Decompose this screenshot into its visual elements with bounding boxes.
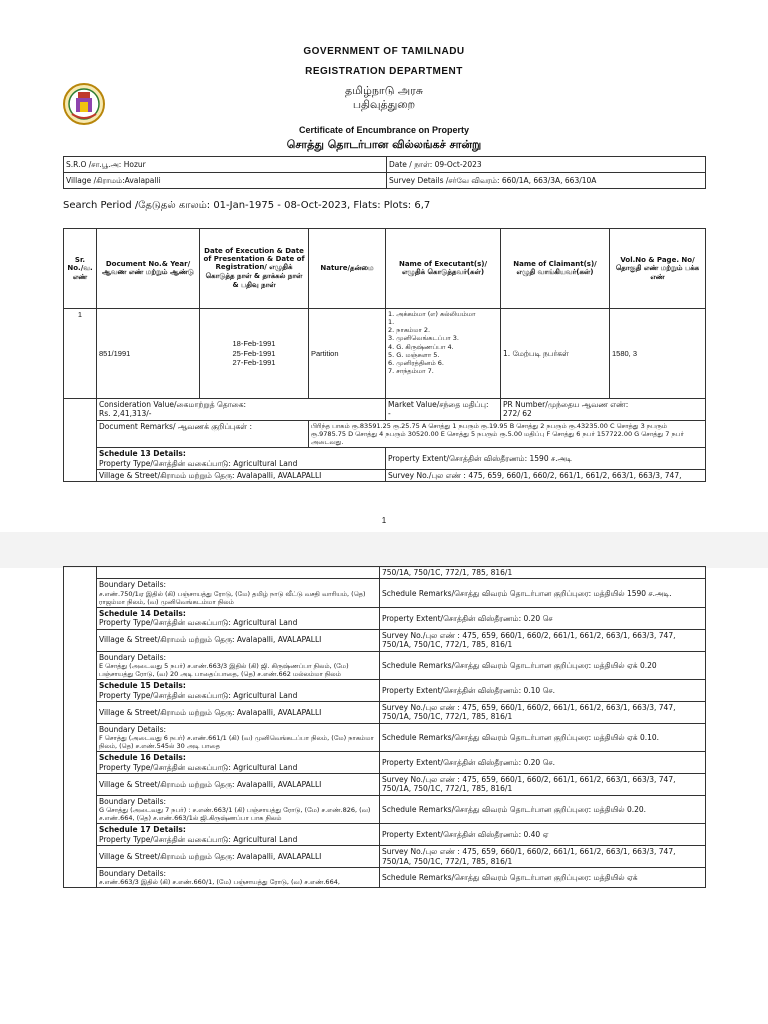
boundary-text: ச.எண்.663/3 இதில் (கி) ச.எண்.660/1, (மே) பஞ்சாயத்து ரோடு, (வ) ச.எண்.664,	[99, 878, 340, 887]
schedule-17-cell	[97, 824, 380, 846]
schedule-16-survey: Survey No./புல எண் : 475, 659, 660/1, 660/2, 661/1, 661/2, 663/1, 663/3, 747, 750/1A, 750/1C, 772/1, 785, 816/1	[380, 774, 706, 796]
table-row	[64, 608, 706, 630]
entry-sr: 1	[64, 309, 97, 399]
boundary-text: E சொத்து (அடைவது 5 நபர்) ச.எண்.663/3 இதில் (கி) ஜி. கிருஷ்ணப்பா நிலம், (மே) பஞ்சாயத்து ரோடு, (வ) 20 அடி பாதைப்பாதை, (தெ) ச.எண்.662 மல்லம்மா நிலம்	[99, 661, 349, 678]
boundary-15	[97, 723, 380, 752]
entry-doc: 851/1991	[97, 309, 200, 399]
certificate-page-2	[0, 566, 768, 1024]
schedule-13-extent: Property Extent/சொத்தின் விஸ்தீரணம்: 1590 ச.அடி	[386, 448, 706, 470]
remarks-17: Schedule Remarks/சொத்து விவரம் தொடர்பான குறிப்புரை: மத்தியில் ஏக்	[380, 867, 706, 888]
entry-volpage: 1580, 3	[610, 309, 706, 399]
table-row	[64, 651, 706, 680]
table-row	[64, 723, 706, 752]
executant-item: 7. சாந்தம்மா 7.	[388, 366, 434, 375]
table-row	[64, 399, 706, 421]
col-claimant: Name of Claimant(s)/ எழுதி வாங்கியவர்(கள்)	[501, 229, 610, 309]
table-row	[64, 420, 706, 447]
table-row	[64, 846, 706, 868]
schedule-14-survey: Survey No./புல எண் : 475, 659, 660/1, 660/2, 661/1, 661/2, 663/1, 663/3, 747, 750/1A, 750/1C, 772/1, 785, 816/1	[380, 629, 706, 651]
executant-item: 4. G. கிருஷ்ணப்பா 4.	[388, 342, 454, 351]
boundary-label: Boundary Details:	[99, 652, 167, 662]
boundary-16	[97, 795, 380, 824]
schedule-15-cell	[97, 680, 380, 702]
schedule-14-village: Village & Street/கிராமம் மற்றும் தெரு: Avalapalli, AVALAPALLI	[97, 629, 380, 651]
consideration-label: Consideration Value/கைமாற்றுத் தொகை:	[99, 400, 247, 409]
table-row	[64, 629, 706, 651]
schedule-14-cell	[97, 608, 380, 630]
col-dates: Date of Execution & Date of Presentation & Date of Registration/ எழுதிக் கொடுத்த நாள் & தாக்கல் நாள் & பதிவு நாள்	[200, 229, 309, 309]
remarks-value: பிரிந்த பாகம் ரூ.83591.25 ரூ.25.75 A சொத்து 1 நபரும் ரூ.19.95 B சொத்து 2 நபரும் ரூ.43235.00 C சொத்து 3 நபரும் ரூ.9785.75 D சொத்து 4 நபரும் 30520.00 E சொத்து 5 நபரும் ரூ.5.00 மதிப்பு F சொத்து 6 நபர் 157722.00 G சொத்து 7 நபர் அடைவது.	[309, 420, 706, 447]
schedule-17-survey: Survey No./புல எண் : 475, 659, 660/1, 660/2, 661/1, 661/2, 663/1, 663/3, 747, 750/1A, 750/1C, 772/1, 785, 816/1	[380, 846, 706, 868]
page-separator	[0, 532, 768, 568]
schedule-13-village: Village & Street/கிராமம் மற்றும் தெரு: Avalapalli, AVALAPALLI	[97, 469, 386, 481]
boundary-13	[97, 579, 380, 608]
schedule-13-type: Property Type/சொத்தின் வகைப்பாடு: Agricultural Land	[99, 458, 298, 468]
schedule-15-title: Schedule 15 Details:	[99, 681, 186, 691]
table-row	[64, 567, 706, 579]
header-line-1: GOVERNMENT OF TAMILNADU	[303, 46, 465, 57]
executant-item: 5. G. மஞ்சுளா 5.	[388, 350, 440, 359]
remarks-label: Document Remarks/ ஆவணக் குறிப்புகள் :	[97, 420, 309, 447]
table-row	[64, 774, 706, 796]
schedule-16-village: Village & Street/கிராமம் மற்றும் தெரு: Avalapalli, AVALAPALLI	[97, 774, 380, 796]
entry-executants	[386, 309, 501, 399]
survey-cell: Survey Details /சர்வே விவரம்: 660/1A, 663/3A, 663/10A	[387, 173, 706, 189]
schedule-14-extent: Property Extent/சொத்தின் விஸ்தீரணம்: 0.20 செ	[380, 608, 706, 630]
schedule-16-type: Property Type/சொத்தின் வகைப்பாடு: Agricultural Land	[99, 762, 298, 772]
col-sr: Sr. No./வ. எண்	[64, 229, 97, 309]
executant-item: 2. நாகம்மா 2.	[388, 326, 431, 335]
encumbrance-table	[63, 228, 706, 482]
remarks-15: Schedule Remarks/சொத்து விவரம் தொடர்பான குறிப்புரை: மத்தியில் ஏக் 0.10.	[380, 723, 706, 752]
pr-value: 272/ 62	[503, 409, 532, 419]
info-table	[63, 156, 706, 189]
pr-cell	[501, 399, 706, 421]
table-row	[64, 579, 706, 608]
market-value: -	[388, 409, 391, 419]
schedule-14-title: Schedule 14 Details:	[99, 609, 186, 618]
schedule-13-cell	[97, 448, 386, 470]
market-cell	[386, 399, 501, 421]
schedule-16-extent: Property Extent/சொத்தின் விஸ்தீரணம்: 0.20 செ.	[380, 752, 706, 774]
table-row	[64, 752, 706, 774]
date-cell: Date / நாள்: 09-Oct-2023	[387, 157, 706, 173]
table-row	[64, 824, 706, 846]
boundary-label: Boundary Details:	[99, 868, 167, 878]
schedule-15-extent: Property Extent/சொத்தின் விஸ்தீரணம்: 0.10 செ.	[380, 680, 706, 702]
page-number: 1	[381, 516, 387, 525]
schedule-16-title: Schedule 16 Details:	[99, 753, 186, 763]
col-nature: Nature/தன்மை	[309, 229, 386, 309]
table-row	[64, 469, 706, 481]
schedule-13-survey: Survey No./புல எண் : 475, 659, 660/1, 660/2, 661/1, 661/2, 663/1, 663/3, 747,	[386, 469, 706, 481]
consideration-value: Rs. 2,41,313/-	[99, 409, 152, 419]
header-line-3: தமிழ்நாடு அரசு	[344, 84, 424, 97]
certificate-title: Certificate of Encumbrance on Property	[298, 125, 470, 135]
executant-item: 3. முனிவெங்கடப்பா 3.	[388, 334, 459, 343]
boundary-label: Boundary Details:	[99, 724, 167, 734]
table-row	[64, 867, 706, 888]
header-line-2: REGISTRATION DEPARTMENT	[305, 66, 463, 77]
col-volpage: Vol.No & Page. No/ தொகுதி எண் மற்றும் பக்க எண்	[610, 229, 706, 309]
entry-dates	[200, 309, 309, 399]
schedule-17-extent: Property Extent/சொத்தின் விஸ்தீரணம்: 0.40 ஏ	[380, 824, 706, 846]
schedule-table	[63, 566, 706, 888]
table-row	[64, 680, 706, 702]
survey-continued: 750/1A, 750/1C, 772/1, 785, 816/1	[380, 567, 706, 579]
certificate-title-tamil: சொத்து தொடர்பான வில்லங்கச் சான்று	[286, 138, 482, 151]
boundary-text: G சொத்து (அடைவது 7 நபர்) : ச.எண்.663/1 (கி) பஞ்சாயத்து ரோடு, (மே) ச.எண்.826, (வ) ச.எண்.664, (தெ) ச.எண்.663/1ல் ஜி.கிருஷ்ணப்பா பாக நிலம்	[99, 806, 371, 823]
remarks-14: Schedule Remarks/சொத்து விவரம் தொடர்பான குறிப்புரை: மத்தியில் ஏக் 0.20	[380, 651, 706, 680]
table-row	[64, 701, 706, 723]
presentation-date: 25-Feb-1991	[232, 348, 276, 358]
schedule-16-cell	[97, 752, 380, 774]
execution-date: 18-Feb-1991	[232, 339, 276, 349]
entry-nature: Partition	[309, 309, 386, 399]
executant-item: 6. முனிரத்தினம் 6.	[388, 358, 444, 367]
pr-label: PR Number/முந்தைய ஆவண எண்:	[503, 400, 629, 409]
registration-date: 27-Feb-1991	[232, 358, 276, 368]
boundary-label: Boundary Details:	[99, 796, 167, 806]
boundary-text: F சொத்து (அடைவது 6 நபர்) ச.எண்.661/1 (கி) (வ) முனிவெங்கடப்பா நிலம், (மே) நாகம்மா நிலம், (தெ) ச.எண்.545ல் 30 அடி பாதை	[99, 734, 374, 751]
schedule-15-survey: Survey No./புல எண் : 475, 659, 660/1, 660/2, 661/1, 661/2, 663/1, 663/3, 747, 750/1A, 750/1C, 772/1, 785, 816/1	[380, 701, 706, 723]
sro-cell: S.R.O /சா.பூ.அ: Hozur	[64, 157, 387, 173]
boundary-17	[97, 867, 380, 888]
executant-item: 1. அக்கம்மா (எ) கல்லியம்மா	[388, 310, 476, 318]
col-executant: Name of Executant(s)/ எழுதிக் கொடுத்தவர்(கள்)	[386, 229, 501, 309]
boundary-text: ச.எண்.750/1ஏ இதில் (கி) பஞ்சாயத்து ரோடு, (மே) தமிழ் நாடு வீட்டு வசதி வாரியம், (தெ) ராஜம்மா நிலம், (வ) முனிவெங்கடம்மா நிலம்	[99, 589, 366, 606]
schedule-17-type: Property Type/சொத்தின் வகைப்பாடு: Agricultural Land	[99, 834, 298, 844]
remarks-13: Schedule Remarks/சொத்து விவரம் தொடர்பான குறிப்புரை: மத்தியில் 1590 ச.அடி.	[380, 579, 706, 608]
schedule-15-type: Property Type/சொத்தின் வகைப்பாடு: Agricultural Land	[99, 690, 298, 700]
boundary-label: Boundary Details:	[99, 580, 167, 590]
village-cell: Village /கிராமம்:Avalapalli	[64, 173, 387, 189]
market-label: Market Value/சந்தை மதிப்பு:	[388, 400, 489, 409]
schedule-15-village: Village & Street/கிராமம் மற்றும் தெரு: Avalapalli, AVALAPALLI	[97, 701, 380, 723]
table-row	[64, 795, 706, 824]
col-doc: Document No.& Year/ ஆவண எண் மற்றும் ஆண்டு	[97, 229, 200, 309]
consideration-cell	[97, 399, 386, 421]
boundary-14	[97, 651, 380, 680]
remarks-16: Schedule Remarks/சொத்து விவரம் தொடர்பான குறிப்புரை: மத்தியில் 0.20.	[380, 795, 706, 824]
header-line-4: பதிவுத்துறை	[352, 98, 416, 111]
schedule-17-title: Schedule 17 Details:	[99, 825, 186, 835]
table-row	[64, 448, 706, 470]
schedule-17-village: Village & Street/கிராமம் மற்றும் தெரு: Avalapalli, AVALAPALLI	[97, 846, 380, 868]
search-period: Search Period /தேடுதல் காலம்: 01-Jan-1975 - 08-Oct-2023, Flats: Plots: 6,7	[63, 200, 431, 211]
table-row	[64, 309, 706, 399]
schedule-13-title: Schedule 13 Details:	[99, 449, 186, 459]
executant-item: 1.	[388, 318, 395, 327]
schedule-14-type: Property Type/சொத்தின் வகைப்பாடு: Agricultural Land	[99, 618, 298, 628]
entry-claimant: 1. மேற்படி நபர்கள்	[501, 309, 610, 399]
